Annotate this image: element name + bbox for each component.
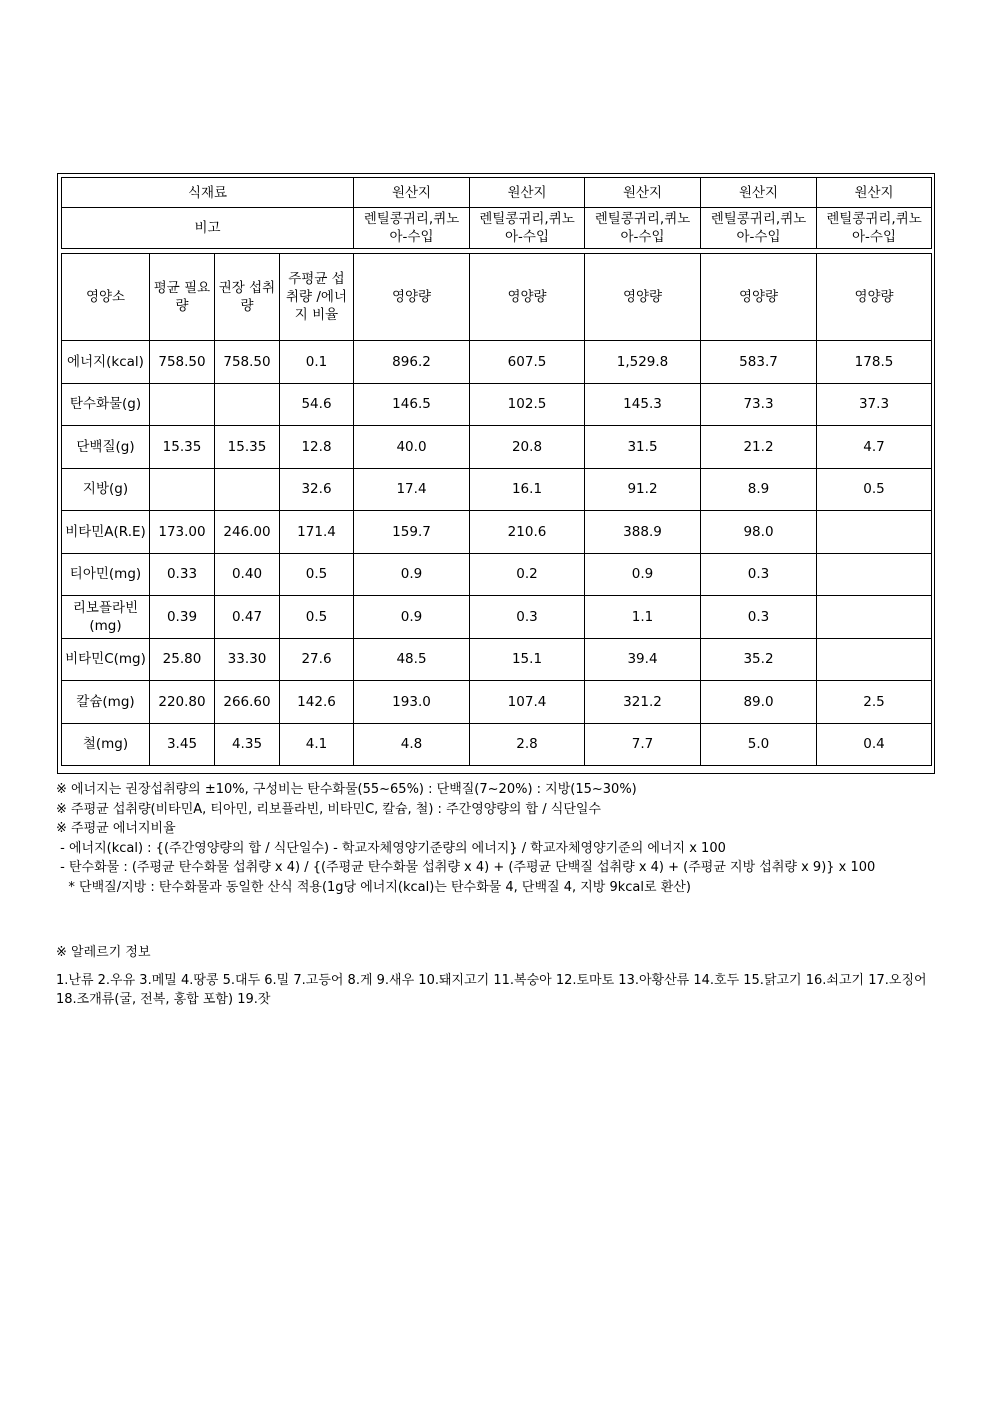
amount-cell: 0.2 xyxy=(470,553,585,596)
amount-cell: 0.9 xyxy=(585,553,701,596)
footnote-line: - 탄수화물 : (주평균 탄수화물 섭취량 x 4) / {(주평균 탄수화물 섭취량 x 4) + (주평균 단백질 섭취량 x 4) + (주평균 지방 섭취량 x 9)} x 100 xyxy=(56,860,876,875)
header-nutrient: 영양소 xyxy=(62,254,150,341)
nutrient-name: 티아민(mg) xyxy=(62,553,150,596)
avg-requirement-cell: 220.80 xyxy=(150,681,215,724)
amount-cell: 1,529.8 xyxy=(585,341,701,384)
amount-cell: 31.5 xyxy=(585,426,701,469)
remarks-cell: 렌틸콩귀리,퀴노아-수입 xyxy=(701,208,817,249)
amount-cell: 210.6 xyxy=(470,511,585,554)
amount-cell: 40.0 xyxy=(354,426,470,469)
origin-cell: 원산지 xyxy=(470,178,585,208)
nutrient-row xyxy=(62,681,932,724)
footnote-line: * 단백질/지방 : 탄수화물과 동일한 산식 적용(1g당 에너지(kcal)는 탄수화물 4, 단백질 4, 지방 9kcal로 환산) xyxy=(56,879,691,895)
amount-cell: 583.7 xyxy=(701,341,817,384)
recommended-intake-cell: 758.50 xyxy=(215,341,280,384)
weekly-average-cell: 171.4 xyxy=(280,511,354,554)
amount-cell: 0.4 xyxy=(817,723,932,766)
amount-cell: 16.1 xyxy=(470,468,585,511)
header-weekly-average: 주평균 섭취량 /에너지 비율 xyxy=(280,254,354,341)
amount-cell: 0.3 xyxy=(701,553,817,596)
nutrient-row xyxy=(62,426,932,469)
nutrient-row xyxy=(62,468,932,511)
ingredient-row xyxy=(62,178,932,208)
footnotes xyxy=(56,780,936,897)
weekly-average-cell: 142.6 xyxy=(280,681,354,724)
amount-cell: 896.2 xyxy=(354,341,470,384)
amount-cell: 17.4 xyxy=(354,468,470,511)
amount-cell: 607.5 xyxy=(470,341,585,384)
recommended-intake-cell: 4.35 xyxy=(215,723,280,766)
amount-cell: 21.2 xyxy=(701,426,817,469)
weekly-average-cell: 32.6 xyxy=(280,468,354,511)
avg-requirement-cell: 758.50 xyxy=(150,341,215,384)
amount-cell: 0.9 xyxy=(354,553,470,596)
recommended-intake-cell: 15.35 xyxy=(215,426,280,469)
remarks-cell: 렌틸콩귀리,퀴노아-수입 xyxy=(817,208,932,249)
recommended-intake-cell: 266.60 xyxy=(215,681,280,724)
amount-cell: 2.5 xyxy=(817,681,932,724)
nutrient-row xyxy=(62,638,932,681)
amount-cell: 39.4 xyxy=(585,638,701,681)
nutrient-name: 단백질(g) xyxy=(62,426,150,469)
weekly-average-cell: 0.1 xyxy=(280,341,354,384)
amount-cell: 0.3 xyxy=(470,596,585,639)
amount-cell: 98.0 xyxy=(701,511,817,554)
remarks-cell: 렌틸콩귀리,퀴노아-수입 xyxy=(354,208,470,249)
amount-cell: 7.7 xyxy=(585,723,701,766)
weekly-average-cell: 54.6 xyxy=(280,383,354,426)
header-amount: 영양량 xyxy=(701,254,817,341)
amount-cell: 145.3 xyxy=(585,383,701,426)
amount-cell: 0.3 xyxy=(701,596,817,639)
avg-requirement-cell: 15.35 xyxy=(150,426,215,469)
origin-cell: 원산지 xyxy=(701,178,817,208)
amount-cell: 107.4 xyxy=(470,681,585,724)
nutrient-row xyxy=(62,341,932,384)
amount-cell: 91.2 xyxy=(585,468,701,511)
amount-cell: 4.8 xyxy=(354,723,470,766)
origin-cell: 원산지 xyxy=(354,178,470,208)
allergy-info xyxy=(56,943,941,1010)
avg-requirement-cell xyxy=(150,468,215,511)
nutrient-row xyxy=(62,723,932,766)
nutrient-name: 칼슘(mg) xyxy=(62,681,150,724)
header-amount: 영양량 xyxy=(354,254,470,341)
amount-cell: 1.1 xyxy=(585,596,701,639)
amount-cell: 193.0 xyxy=(354,681,470,724)
nutrient-name: 탄수화물(g) xyxy=(62,383,150,426)
amount-cell: 8.9 xyxy=(701,468,817,511)
nutrient-row xyxy=(62,553,932,596)
amount-cell: 35.2 xyxy=(701,638,817,681)
nutrient-name: 지방(g) xyxy=(62,468,150,511)
weekly-average-cell: 12.8 xyxy=(280,426,354,469)
amount-cell xyxy=(817,638,932,681)
recommended-intake-cell xyxy=(215,468,280,511)
nutrient-name: 리보플라빈(mg) xyxy=(62,596,150,639)
amount-cell xyxy=(817,511,932,554)
nutrient-name: 철(mg) xyxy=(62,723,150,766)
header-recommended-intake: 권장 섭취량 xyxy=(215,254,280,341)
footnote-line: - 에너지(kcal) : {(주간영양량의 합 / 식단일수) - 학교자체영양기준량의 에너지} / 학교자체영양기준의 에너지 x 100 xyxy=(56,840,726,856)
origin-cell: 원산지 xyxy=(585,178,701,208)
avg-requirement-cell: 0.39 xyxy=(150,596,215,639)
amount-cell: 102.5 xyxy=(470,383,585,426)
ingredient-label: 식재료 xyxy=(62,178,354,208)
amount-cell: 178.5 xyxy=(817,341,932,384)
nutrient-name: 에너지(kcal) xyxy=(62,341,150,384)
avg-requirement-cell: 0.33 xyxy=(150,553,215,596)
header-amount: 영양량 xyxy=(585,254,701,341)
header-amount: 영양량 xyxy=(817,254,932,341)
nutrient-row xyxy=(62,596,932,639)
amount-cell: 0.9 xyxy=(354,596,470,639)
amount-cell: 388.9 xyxy=(585,511,701,554)
recommended-intake-cell: 246.00 xyxy=(215,511,280,554)
amount-cell: 2.8 xyxy=(470,723,585,766)
footnote-line: ※ 주평균 섭취량(비타민A, 티아민, 리보플라빈, 비타민C, 칼슘, 철) : 주간영양량의 합 / 식단일수 xyxy=(56,801,601,817)
amount-cell: 0.5 xyxy=(817,468,932,511)
amount-cell xyxy=(817,596,932,639)
origin-table xyxy=(61,177,932,249)
avg-requirement-cell: 3.45 xyxy=(150,723,215,766)
header-row xyxy=(62,254,932,341)
footnote-line: ※ 에너지는 권장섭취량의 ±10%, 구성비는 탄수화물(55~65%) : 단백질(7~20%) : 지방(15~30%) xyxy=(56,782,637,797)
remarks-label: 비고 xyxy=(62,208,354,249)
weekly-average-cell: 0.5 xyxy=(280,596,354,639)
amount-cell: 159.7 xyxy=(354,511,470,554)
weekly-average-cell: 27.6 xyxy=(280,638,354,681)
remarks-cell: 렌틸콩귀리,퀴노아-수입 xyxy=(470,208,585,249)
origin-cell: 원산지 xyxy=(817,178,932,208)
header-amount: 영양량 xyxy=(470,254,585,341)
avg-requirement-cell xyxy=(150,383,215,426)
amount-cell: 5.0 xyxy=(701,723,817,766)
amount-cell: 37.3 xyxy=(817,383,932,426)
amount-cell: 4.7 xyxy=(817,426,932,469)
amount-cell xyxy=(817,553,932,596)
amount-cell: 89.0 xyxy=(701,681,817,724)
nutrient-name: 비타민C(mg) xyxy=(62,638,150,681)
allergy-list: 1.난류 2.우유 3.메밀 4.땅콩 5.대두 6.밀 7.고등어 8.게 9.새우 10.돼지고기 11.복숭아 12.토마토 13.아황산류 14.호두 15.닭고기 16.쇠고기 17.오징어 18.조개류(굴, 전복, 홍합 포함) 19.잣 xyxy=(56,972,927,1007)
avg-requirement-cell: 173.00 xyxy=(150,511,215,554)
nutrition-table xyxy=(61,253,932,766)
nutrient-row xyxy=(62,511,932,554)
avg-requirement-cell: 25.80 xyxy=(150,638,215,681)
weekly-average-cell: 4.1 xyxy=(280,723,354,766)
recommended-intake-cell: 33.30 xyxy=(215,638,280,681)
header-avg-requirement: 평균 필요량 xyxy=(150,254,215,341)
recommended-intake-cell xyxy=(215,383,280,426)
allergy-title: ※ 알레르기 정보 xyxy=(56,945,151,960)
amount-cell: 48.5 xyxy=(354,638,470,681)
weekly-average-cell: 0.5 xyxy=(280,553,354,596)
recommended-intake-cell: 0.47 xyxy=(215,596,280,639)
amount-cell: 73.3 xyxy=(701,383,817,426)
amount-cell: 20.8 xyxy=(470,426,585,469)
footnote-line: ※ 주평균 에너지비율 xyxy=(56,821,176,836)
amount-cell: 321.2 xyxy=(585,681,701,724)
amount-cell: 15.1 xyxy=(470,638,585,681)
recommended-intake-cell: 0.40 xyxy=(215,553,280,596)
nutrient-name: 비타민A(R.E) xyxy=(62,511,150,554)
amount-cell: 146.5 xyxy=(354,383,470,426)
remarks-cell: 렌틸콩귀리,퀴노아-수입 xyxy=(585,208,701,249)
remarks-row xyxy=(62,208,932,249)
nutrient-row xyxy=(62,383,932,426)
